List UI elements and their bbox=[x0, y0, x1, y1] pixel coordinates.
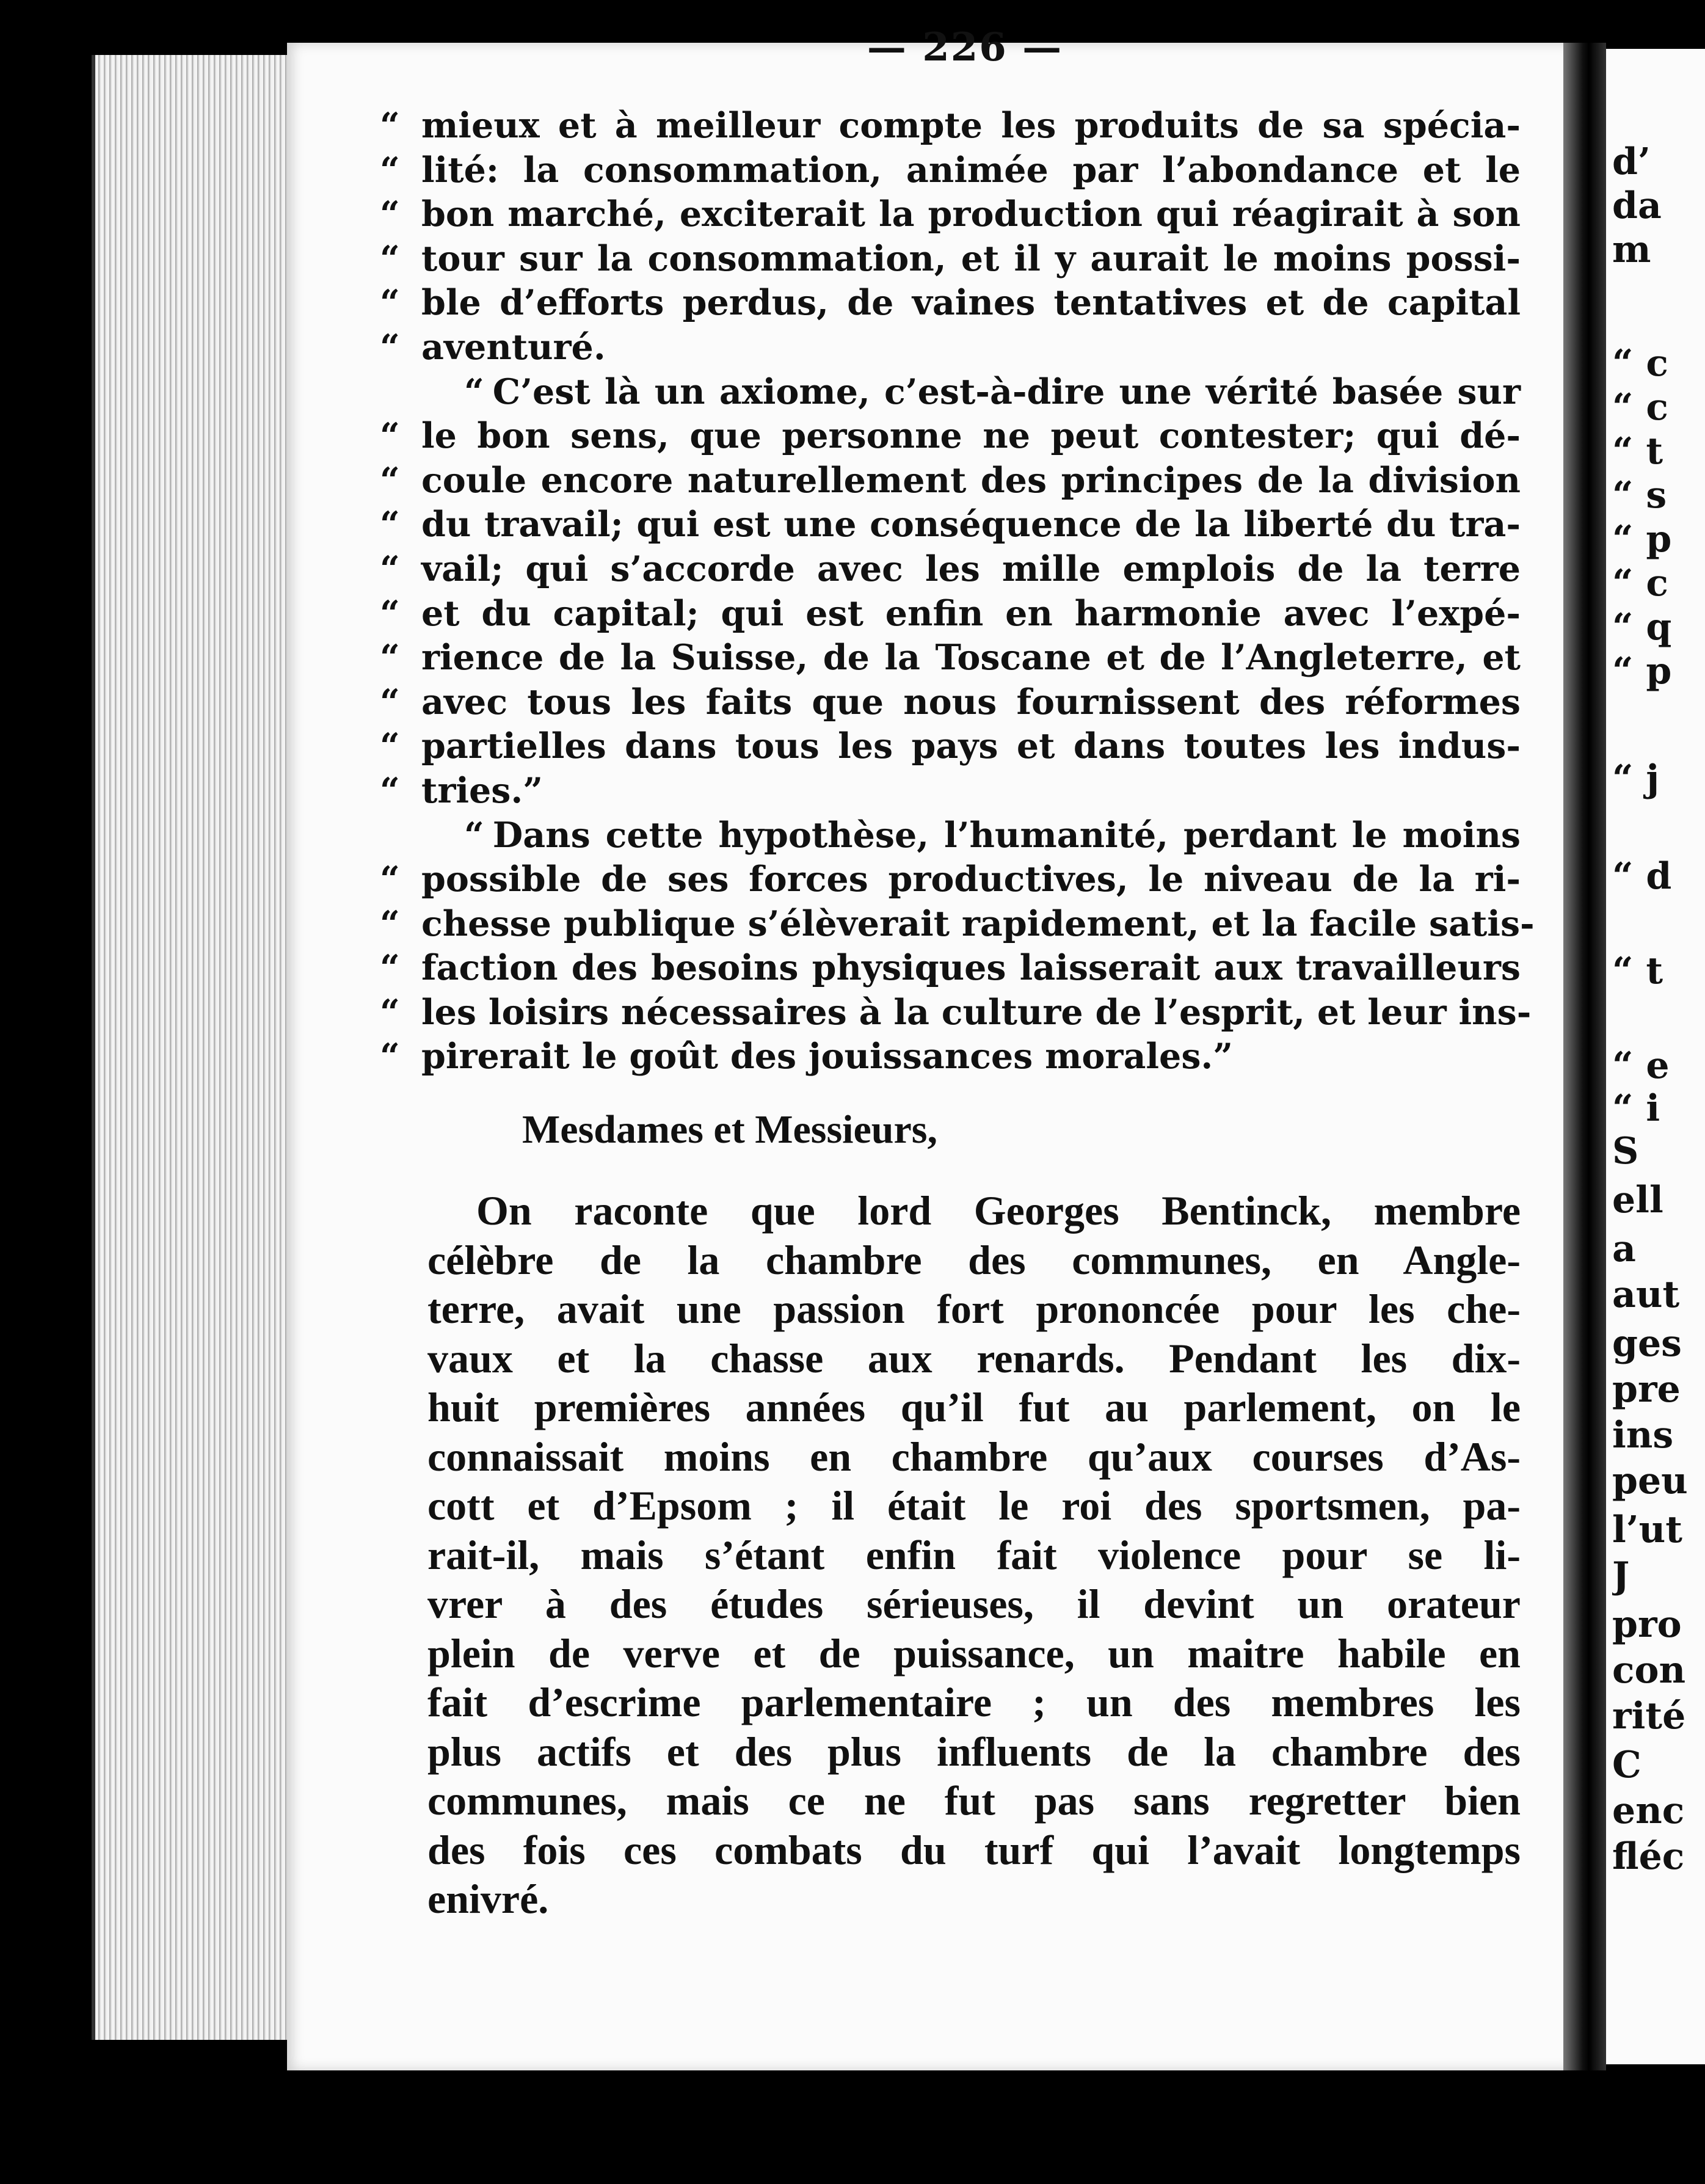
body-line: rait-il, mais s’étant enfin fait violence pour se li- bbox=[427, 1531, 1521, 1578]
quote-line bbox=[380, 547, 1521, 592]
right-page-fragment: pro bbox=[1612, 1603, 1682, 1646]
quote-line bbox=[380, 237, 1521, 282]
quote-line-text: possible de ses forces productives, le niveau de la ri- bbox=[421, 859, 1521, 900]
salutation: Mesdames et Messieurs, bbox=[522, 1107, 937, 1152]
quote-mark: “ bbox=[380, 194, 400, 235]
body-line: plus actifs et des plus influents de la chambre des bbox=[427, 1728, 1521, 1775]
right-page-fragment: “ t bbox=[1612, 950, 1663, 992]
quote-mark: “ bbox=[380, 592, 400, 634]
page-number: — 226 — bbox=[867, 24, 1063, 70]
right-page-fragment: S bbox=[1612, 1130, 1639, 1173]
quote-line bbox=[380, 680, 1521, 725]
body-line: On raconte que lord Georges Bentinck, membre bbox=[476, 1187, 1521, 1234]
quote-mark: “ bbox=[380, 105, 400, 146]
quote-line bbox=[421, 370, 1521, 415]
quote-mark: “ bbox=[380, 504, 400, 545]
quote-line bbox=[380, 991, 1532, 1035]
body-line: enivré. bbox=[427, 1876, 549, 1922]
quote-mark: “ bbox=[380, 149, 400, 191]
right-page-fragment: a bbox=[1612, 1228, 1636, 1270]
page-edges bbox=[92, 55, 297, 2040]
right-page-fragment: l’ut bbox=[1612, 1509, 1683, 1551]
right-page-fragment: “ s bbox=[1612, 474, 1667, 517]
quote-line-text: le bon sens, que personne ne peut contester; qui dé- bbox=[421, 415, 1521, 457]
right-page-fragment: “ t bbox=[1612, 430, 1663, 473]
quote-mark: “ bbox=[380, 238, 400, 279]
quote-line bbox=[380, 769, 1521, 814]
body-line: plein de verve et de puissance, un maitre habile en bbox=[427, 1629, 1521, 1676]
right-page-fragment: pre bbox=[1612, 1368, 1681, 1411]
quote-line bbox=[380, 281, 1521, 326]
quote-mark: “ bbox=[380, 947, 400, 989]
quote-line-text: tries.” bbox=[421, 770, 543, 811]
quote-line bbox=[380, 326, 1521, 370]
quote-mark: “ bbox=[380, 726, 400, 767]
right-page-text-fragments bbox=[1612, 140, 1705, 1912]
right-page-fragment: J bbox=[1612, 1554, 1630, 1597]
right-page-fragment: con bbox=[1612, 1649, 1686, 1692]
quote-line bbox=[380, 902, 1535, 947]
quote-line-text: lité: la consommation, animée par l’abondance et le bbox=[421, 149, 1521, 191]
body-line: vaux et la chasse aux renards. Pendant les dix- bbox=[427, 1334, 1521, 1381]
quote-mark: “ bbox=[464, 371, 484, 412]
body-line: fait d’escrime parlementaire ; un des membres les bbox=[427, 1679, 1521, 1725]
body-paragraph bbox=[427, 1186, 1521, 1924]
right-page-fragment: “ p bbox=[1612, 518, 1672, 561]
quote-line-text: avec tous les faits que nous fournissent des réformes bbox=[421, 681, 1521, 723]
right-page-fragment: ell bbox=[1612, 1179, 1663, 1221]
right-page-fragment: ins bbox=[1612, 1414, 1674, 1457]
quote-mark: “ bbox=[380, 681, 400, 723]
quote-line bbox=[380, 503, 1521, 547]
quote-line-text: aventuré. bbox=[421, 326, 606, 368]
quote-mark: “ bbox=[380, 637, 400, 679]
quote-line bbox=[380, 857, 1521, 902]
quote-line bbox=[421, 814, 1521, 858]
right-page-fragment: ges bbox=[1612, 1322, 1682, 1365]
body-line: connaissait moins en chambre qu’aux courses d’As- bbox=[427, 1433, 1521, 1480]
quote-line-text: pirerait le goût des jouissances morales.” bbox=[421, 1036, 1234, 1077]
right-page-fragment: “ d bbox=[1612, 855, 1672, 898]
right-page-fragment: d’ bbox=[1612, 140, 1651, 183]
quote-line-text: chesse publique s’élèverait rapidement, et la facile satis- bbox=[421, 903, 1535, 944]
right-page-fragment: aut bbox=[1612, 1273, 1680, 1316]
quote-line-text: bon marché, exciterait la production qui réagirait à son bbox=[421, 194, 1521, 235]
quote-line bbox=[380, 192, 1521, 237]
quote-line-text: C’est là un axiome, c’est-à-dire une vérité basée sur bbox=[492, 371, 1521, 412]
quote-line-text: faction des besoins physiques laisserait aux travailleurs bbox=[421, 947, 1521, 989]
quote-line bbox=[380, 148, 1521, 193]
right-page-fragment: m bbox=[1612, 228, 1651, 271]
quote-line bbox=[380, 104, 1521, 148]
quote-line bbox=[380, 946, 1521, 991]
body-line: terre, avait une passion fort prononcée pour les che- bbox=[427, 1286, 1521, 1332]
quote-mark: “ bbox=[380, 282, 400, 324]
book-gutter bbox=[1563, 43, 1606, 2070]
quote-line bbox=[380, 724, 1521, 769]
quoted-passage bbox=[380, 104, 1535, 1079]
quote-line-text: et du capital; qui est enfin en harmonie avec l’expé- bbox=[421, 592, 1521, 634]
right-page-fragment: enc bbox=[1612, 1789, 1685, 1832]
quote-mark: “ bbox=[380, 459, 400, 501]
quote-line bbox=[380, 592, 1521, 636]
quote-line-text: tour sur la consommation, et il y aurait le moins possi- bbox=[421, 238, 1521, 279]
quote-line-text: mieux et à meilleur compte les produits de sa spécia- bbox=[421, 105, 1521, 146]
quote-mark: “ bbox=[464, 814, 484, 856]
quote-mark: “ bbox=[380, 1036, 400, 1077]
right-page-fragment: da bbox=[1612, 184, 1662, 227]
quote-line-text: Dans cette hypothèse, l’humanité, perdant le moins bbox=[492, 814, 1521, 856]
quote-line-text: du travail; qui est une conséquence de la liberté du tra- bbox=[421, 504, 1521, 545]
quote-line-text: vail; qui s’accorde avec les mille emplois de la terre bbox=[421, 548, 1521, 589]
body-line: vrer à des études sérieuses, il devint un orateur bbox=[427, 1581, 1521, 1627]
quote-line-text: partielles dans tous les pays et dans toutes les indus- bbox=[421, 726, 1521, 767]
quote-mark: “ bbox=[380, 326, 400, 368]
quote-line bbox=[380, 1035, 1521, 1079]
right-page-fragment: “ e bbox=[1612, 1044, 1670, 1087]
quote-line-text: ble d’efforts perdus, de vaines tentatives et de capital bbox=[421, 282, 1521, 324]
right-page-fragment: rité bbox=[1612, 1695, 1686, 1738]
right-page-fragment: fléc bbox=[1612, 1835, 1685, 1878]
quote-mark: “ bbox=[380, 415, 400, 457]
right-page-fragment: “ j bbox=[1612, 757, 1660, 800]
quote-mark: “ bbox=[380, 548, 400, 589]
right-page-fragment: “ c bbox=[1612, 562, 1668, 605]
quote-mark: “ bbox=[380, 903, 400, 944]
quote-line bbox=[380, 414, 1521, 459]
right-page-fragment: peu bbox=[1612, 1460, 1688, 1502]
quote-line bbox=[380, 636, 1521, 680]
right-page-fragment: “ q bbox=[1612, 606, 1672, 649]
right-page-fragment: “ c bbox=[1612, 342, 1668, 385]
right-page-fragment: “ p bbox=[1612, 650, 1672, 693]
body-line: des fois ces combats du turf qui l’avait longtemps bbox=[427, 1826, 1521, 1873]
right-page-fragment: “ i bbox=[1612, 1087, 1660, 1130]
quote-mark: “ bbox=[380, 859, 400, 900]
quote-mark: “ bbox=[380, 770, 400, 811]
body-line: cott et d’Epsom ; il était le roi des sportsmen, pa- bbox=[427, 1482, 1521, 1529]
body-line: huit premières années qu’il fut au parlement, on le bbox=[427, 1384, 1521, 1430]
right-page-fragment: C bbox=[1612, 1744, 1641, 1786]
quote-mark: “ bbox=[380, 991, 400, 1033]
quote-line-text: coule encore naturellement des principes de la division bbox=[421, 459, 1521, 501]
quote-line bbox=[380, 459, 1521, 503]
quote-line-text: les loisirs nécessaires à la culture de l’esprit, et leur ins- bbox=[421, 991, 1532, 1033]
body-line: célèbre de la chambre des communes, en Angle- bbox=[427, 1236, 1521, 1283]
right-page-fragment: “ c bbox=[1612, 386, 1668, 429]
quote-line-text: rience de la Suisse, de la Toscane et de l’Angleterre, et bbox=[421, 637, 1521, 679]
body-line: communes, mais ce ne fut pas sans regretter bien bbox=[427, 1777, 1521, 1824]
